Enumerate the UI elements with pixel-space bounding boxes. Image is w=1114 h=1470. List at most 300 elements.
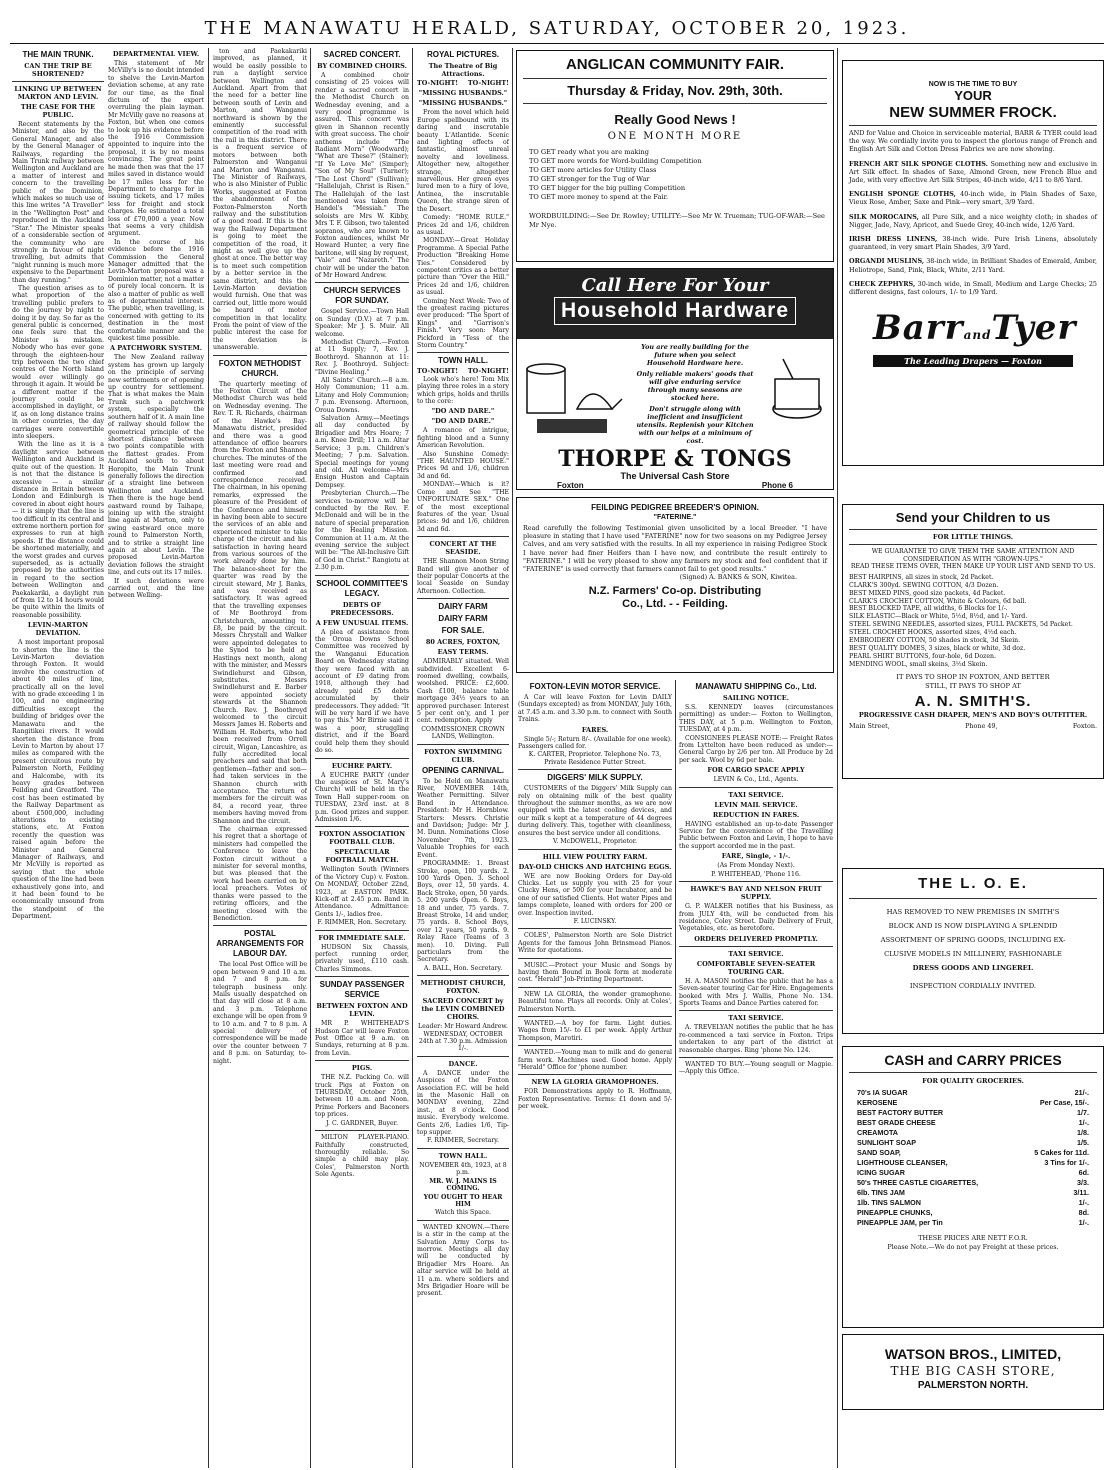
logo-word: and — [963, 328, 992, 343]
loe-line: INSPECTION CORDIALLY INVITED. — [909, 982, 1037, 990]
cash-item-price: 21/-. — [1074, 1088, 1089, 1097]
ad-text: G. P. WALKER notifies that his Business, as from JULY 4th, will be conducted from his residence, Coley Street. Daily Delivery of Fruit, Vegetables, etc. as heretofore. — [679, 903, 833, 933]
fair-line: TO GET more words for Word-building Competition — [529, 157, 702, 165]
watson-name: WATSON BROS., LIMITED, — [884, 1346, 1062, 1362]
fair-month: ONE MONTH MORE — [607, 131, 743, 142]
ad-text: WANTED.—Young man to milk and do general farm work. Machines used. Good home. Apply "Herald" Office for 'phone number. — [518, 1049, 672, 1072]
ad-heading: OPENING CARNIVAL. — [421, 765, 505, 775]
thorpe-tongs-name: THORPE & TONGS — [558, 446, 792, 472]
ad-text: H. A. MASON notifies the public that he has a Seven-seater touring Car for Hire. Engagements booked with Mrs J. Wallis, Phone No. 134. Sports Teams and Dance Parties catered for. — [679, 977, 833, 1007]
article-paragraph: A combined choir consisting of 25 voices will render a sacred concert in the Methodist Church on Wednesday evening, and a very good programme is assured. This concert was given in Shannon recently with great success. The choir anthems include "The Radiant Morn" (Woodward); "What are These?" (Stainer); "If Ye Love Me" (Simper); "Son of My Soul" (Turner); "The Lost Chord" (Sullivan); "Hallelujah, Christ is Risen." The Hallelujah of the last mentioned was taken from Handel's "Messiah." The soloists are Mrs W. Kibby, Mrs T. F. Gibson, two talented sopranos, who are known to Foxton audiences, whilst Mr Howard Hunter, a very fine baritone, will sing by request, "Vale" and "Nazareth." The choir will be under the baton of Mr Howard Andrew. — [315, 72, 409, 279]
ad-heading: DANCE. — [448, 1059, 478, 1068]
article-paragraph: ton and Paekakariki improved, as planned, it would be easily possible to run a daylight service between Wellington and Auckland. Apart from that the need for a better line between south of Levin and Marton, and Wanganui northward is shown by the eminently successful competition of the road with the rail in this district. There is a frequent service of motors between both Palmerston and Wanganui and Marton and Wanganui. The Minister of Railways, who is also Minister of Public Works, suggested at Foxton the abandonment of the Foxton-Palmerston North railway and the substitution of a good road. If this is the way the Railway Department is going to meet the competition of the road, it might as well give up the ghost at once. The better way is to meet such competition by a better service in the same district, and this the Levin-Marton deviation would furnish. One that was carried out, little more would be heard of motor competition in that locality. From the point of view of the public interest the case for the deviation is unanswerable. — [213, 48, 307, 352]
divider — [523, 103, 827, 104]
ad-heading: PIGS. — [351, 1064, 373, 1073]
divider — [523, 78, 827, 79]
ad-subheading: SAILING NOTICE. — [722, 694, 789, 702]
hardware-banner — [517, 269, 833, 339]
column-6-lower — [679, 680, 833, 1468]
cash-carry-ad — [842, 1046, 1104, 1328]
divider — [679, 946, 833, 947]
cash-item — [857, 1118, 1089, 1128]
divider — [518, 958, 672, 959]
ad-signature: F. RIMMER, Hon. Secretary. — [317, 919, 407, 927]
ad-text: A DANCE under the Auspices of the Foxton Association F.C. will be held in the Masonic Hall on MONDAY evening, 22nd inst., at 8 o'clock. Good music. Everybody welcome. Gents 2/6, Ladies 1/6, Tip-top supper. — [417, 1069, 509, 1137]
ad-text: Also Sunshine Comedy: "THE HAUNTED HOUSE." Prices 9d and 1/6, children 3d and 6d. — [417, 450, 509, 480]
ad-signature: F. LUCINSKY. — [573, 917, 617, 925]
ad-text: NEW LA GLORIA, the wonder gramophone. Beautiful tone. Plays all records. Only at Coles', Palmerston North. — [518, 990, 672, 1013]
article-paragraph: Gospel Service.—Town Hall on Sunday (D.V.) at 7 p.m. Speaker: Mr J. S. Muir. All welcome. — [315, 308, 409, 338]
smith-phone: Phone 49, — [965, 721, 998, 730]
ad-heading: FOXTON-LEVIN MOTOR SERVICE. — [529, 682, 661, 691]
divider — [213, 925, 307, 926]
frock-intro: AND for Value and Choice in serviceable material, BARR & TYER could lead the way. We cordially invite you to inspect the glorious range of French and English Art Silk and Cotton Dress Fabrics we are now showing. — [849, 129, 1097, 154]
ad-signature: LEVIN & Co., Ltd., Agents. — [713, 776, 799, 784]
faterine-ad — [516, 497, 834, 673]
frock-pre: NOW IS THE TIME TO BUY — [928, 81, 1018, 88]
ad-heading: TAXI SERVICE. — [728, 949, 784, 958]
cash-item-name: 6lb. TINS JAM — [857, 1188, 905, 1197]
cash-item-price: 3/3. — [1077, 1178, 1089, 1187]
ad-text: THE N.Z. Packing Co. will truck Pigs at Foxton on THURSDAY, October 25th, between 10 a.m. and Noon. Prime Porkers and Baconers top prices. — [315, 1074, 409, 1119]
frock-item-name: IRISH DRESS LINENS, — [849, 235, 938, 244]
hardware-banner-line1: Call Here For Your — [581, 275, 769, 296]
watson-town: PALMERSTON NORTH. — [917, 1380, 1029, 1391]
article-paragraph: Salvation Army.—Meetings all day conducted by Brigadier and Mrs Hoare; 7 a.m. Knee Drill; 11 a.m. Altar Service; 3 p.m. Children's Meeting; 7 p.m. Salvation. Special meetings for young and old. All welcome—Mrs Ensign Huston and Captain Dempsey. — [315, 415, 409, 489]
smith-town: Foxton. — [1072, 721, 1097, 730]
divider — [315, 826, 409, 827]
divider — [315, 282, 409, 283]
masthead-rule — [10, 43, 1104, 44]
hardware-banner-line2: Household Hardware — [554, 297, 796, 325]
barr-tyer-logo — [873, 308, 1077, 367]
cash-title: CASH and CARRY PRICES — [884, 1052, 1062, 1068]
fair-line: TO GET ready what you are making — [529, 148, 649, 156]
column-rule — [512, 48, 513, 1468]
smith-sub: FOR LITTLE THINGS. — [932, 533, 1014, 541]
article-heading: FOXTON METHODIST CHURCH. — [218, 358, 302, 378]
ad-heading: FOR IMMEDIATE SALE. — [318, 933, 406, 942]
article-paragraph: With the line as it is a daylight service between Wellington and Auckland is quite out of the question. It is not that the distance is excessive — a similar distance in Britain between London and Edinburgh is covered in about eight hours — it is simply that the line is too difficult in its central and extreme northern portion for expresses to run at high speeds. If the distance could be shortened materially, and the worst grades and curves superseded, as is actually proposed by the authorities in regard to the section between Wellington and Paekakariki, a daylight run of from 12 to 14 hours would be quite within the limits of reasonable possibility. — [12, 441, 104, 619]
ad-subheading: REDUCTION IN FARES. — [712, 810, 800, 819]
loe-line: BLOCK AND IS NOW DISPLAYING A SPLENDID — [888, 922, 1058, 930]
divider — [315, 758, 409, 759]
divider — [849, 544, 1097, 545]
article-subheading: BY COMBINED CHOIRS. — [317, 62, 407, 70]
ad-subheading: SACRED CONCERT by the LEVIN COMBINED CHOIRS. — [421, 997, 505, 1022]
article-paragraph: If such deviations were carried out, and the line between Welling- — [108, 577, 204, 600]
article-heading: THE MAIN TRUNK. — [22, 50, 94, 59]
loe-ad — [842, 868, 1104, 1034]
divider — [315, 1130, 409, 1131]
ad-subheading: SPECTACULAR FOOTBALL MATCH. — [325, 848, 399, 865]
article-paragraph: In the course of his evidence before the 1916 Commission the General Manager admitted that the Levin-Marton proposal was a Dominion matter, not a matter of purely local concern. It is also a matter of public as well as of departmental interest. The public, when travelling, is concerned with getting to its destination in the most comfortable manner and the quickest time possible. — [108, 238, 204, 343]
cash-item — [857, 1158, 1089, 1168]
ad-text: WANTED KNOWN.—There is a stir in the camp at the Salvation Army Corps to-morrow. Meetings all day will be conducted by Brigadier Mrs Hoare. An altar service will be held at 11 a.m. where soldiers and Mrs Brigadier Hoare will be present. — [417, 1223, 509, 1298]
cash-item — [857, 1108, 1089, 1118]
cash-note: Please Note.—We do not pay Freight at these prices. — [887, 1243, 1059, 1251]
divider — [417, 744, 509, 745]
ad-subheading: ORDERS DELIVERED PROMPTLY. — [694, 934, 818, 943]
frock-item-desc: 38-inch wide. Pure Irish Linens, absolutely guaranteed, in very smart Plain Shades, 3/9 Yard. — [849, 235, 1097, 252]
cash-item-price: 1/8. — [1077, 1128, 1089, 1137]
divider — [849, 898, 1097, 899]
ad-text: COLES', Palmerston North are Sole District Agents for the famous John Brinsmead Pianos. Write for quotations. — [518, 932, 672, 955]
ad-text: ADMIRABLY situated. Well subdivided. Excellent 6-roomed dwelling, cowbails, woolshed. PRICE: £2,600. Cash £100, balance table mortgage 34½ years to an approved purchaser. Interest 5 per cent on'y, and 1 per cent. redemption. Apply — [417, 658, 509, 725]
ad-text: WANTED.—A boy for farm. Light duties. Wages from 15/- to £1 per week. Apply Arthur Thompson, Marotiri. — [518, 1020, 672, 1042]
ad-text: Watch this Space. — [435, 1209, 491, 1217]
divider — [417, 598, 509, 599]
cash-item — [857, 1088, 1089, 1098]
tonight-label: TO-NIGHT! — [417, 79, 459, 87]
ad-text: MR P. WHITEHEAD'S Hudson Car will leave Foxton Post Office at 9 a.m. on Sundays, returning at 8 p.m. from Levin. — [315, 1020, 409, 1057]
thorpe-tongs-location: Foxton — [557, 481, 584, 490]
divider — [315, 976, 409, 977]
smith-item: SILK ELASTIC—Black or White, 5½d, 8½d, and 1/- Yard. — [849, 613, 1028, 621]
article-heading: CHURCH SERVICES FOR SUNDAY. — [323, 286, 401, 306]
tonight-label: TO-NIGHT! — [467, 367, 509, 376]
frock-item-desc: all Pure Silk, and a nice weighty cloth; in shades of Nigger, Jade, Navy, Apricot, and Suede Grey, 40-inch wide, 12/6 Yard. — [849, 212, 1097, 229]
smith-item-list — [849, 574, 1097, 669]
smith-footer: STILL, IT PAYS TO SHOP AT — [925, 681, 1021, 690]
ad-heading: DIGGERS' MILK SUPPLY. — [547, 773, 643, 783]
cash-item-name: 50's THREE CASTLE CIGARETTES, — [857, 1178, 979, 1187]
divider — [417, 1148, 509, 1149]
article-paragraph: All Saints' Church.—8 a.m. Holy Communion; 11 a.m. Litany and Holy Communion; 7 p.m. Evensong. Afternoon, Oroua Downs. — [315, 377, 409, 414]
ad-subheading: 80 ACRES, FOXTON, — [425, 638, 501, 647]
tonight-row — [417, 80, 509, 87]
ad-text: A romance of intrigue, fighting blood and a Sunny American Revolution. — [417, 427, 509, 450]
cash-item-name: SUNLIGHT SOAP — [857, 1138, 917, 1147]
cash-item-price: 3 Tins for 1/-. — [1044, 1158, 1089, 1167]
ad-text: Leader: Mr Howard Andrew. WEDNESDAY, OCTOBER 24th at 7.30 p.m. Admission 1/-. — [418, 1023, 508, 1053]
fair-title: ANGLICAN COMMUNITY FAIR. — [565, 56, 785, 73]
summer-frock-ad — [842, 60, 1104, 466]
frock-item-desc: Something new and exclusive in Art Silk effect. In shades of Saxe, Almond Green, new French Blue and Jade, with very effective Art Silk Stripes, 40-inch wide, 4/11 to 8/6 Yard. — [849, 159, 1098, 185]
smith-street: Main Street, — [849, 721, 890, 730]
divider — [417, 536, 509, 537]
divider — [679, 881, 833, 882]
smith-item: BEST QUALITY DOMES, 3 sizes, black or white, 3d doz. — [849, 644, 1026, 652]
frock-your: YOUR — [954, 88, 992, 103]
ad-text: HAVING established an up-to-date Passenger Service for the convenience of the Travelling Public between Foxton and Levin, I hope to have the support accorded me in the past. — [679, 820, 833, 850]
ad-text: Look who's here! Tom Mix playing three roles in a story which grips, holds and thrills to the core: — [417, 375, 509, 406]
smith-item: BEST BLOCKED TAPE, all widths, 6 Blocks for 1/-. — [849, 605, 1008, 613]
cash-item-name: SAND SOAP, — [857, 1148, 901, 1157]
ad-signature: P. WHITEHEAD, 'Phone 116. — [711, 870, 801, 878]
ad-heading: TOWN HALL. — [437, 356, 489, 366]
divider — [518, 987, 672, 988]
ad-text: FOR Demonstrations apply to R. Hoffmann, Foxton Representative. Terms: £1 down and 5/- per week. — [518, 1088, 672, 1111]
article-subheading: A FEW UNUSUAL ITEMS. — [315, 618, 409, 627]
ad-heading: TAXI SERVICE. — [728, 790, 784, 799]
cash-item-name: BEST FACTORY BUTTER — [857, 1108, 944, 1117]
divider — [315, 930, 409, 931]
divider — [417, 975, 509, 976]
cash-item — [857, 1128, 1089, 1138]
divider — [518, 769, 672, 770]
ad-text: Comedy: "HOME RULE." Prices 2d and 1/6, children as usual. — [417, 214, 509, 236]
ad-signature: J. C. GARDNER, Buyer. — [326, 1119, 398, 1127]
fair-footer: WORDBUILDING:—See Dr. Rowley; UTILITY:—See Mr W. Trueman; TUG-OF-WAR:—See Mr Nye. — [529, 212, 825, 229]
ad-text: PROGRAMME: 1. Breast Stroke, open, 100 yards. 2. 100 Yards Open. 3. School Boys, over 12, 50 yards. 4. Back Stroke, open, 50 yards. 5. 200 yards Open. 6. Boys, 18 and under, 75 yards. 7. Breast Stroke, 14 and under, 75 yards. 8. School Boys, over 12 years, 50 yards. 9. Relay Race (Teams of 3 men). 10. Diving. Full particulars from the Secretary. — [417, 860, 509, 964]
ad-subheading: COMFORTABLE SEVEN-SEATER TOURING CAR. — [696, 959, 816, 976]
watson-bros-ad — [842, 1334, 1104, 1410]
faterine-signature: (Signed) A. BANKS & SON, Kiwitea. — [679, 573, 797, 582]
ad-heading: EUCHRE PARTY. — [331, 761, 393, 770]
cash-item-price: Per Case, 15/-. — [1039, 1098, 1089, 1107]
fair-line: TO GET more money to spend at the Fair. — [529, 193, 669, 201]
cash-item-name: LIGHTHOUSE CLEANSER, — [857, 1158, 948, 1167]
article-paragraph: The New Zealand railway system has grown up largely on the principle of serving new settlements or of opening up country for settlement. That is what makes the Main Trunk such a patchwork system, especially the southern half of it. A main line of railway should follow the geometrical principle of the shortest distance between two points compatible with the flattest grades. From Auckland south to about Horopito, the Main Trunk generally follows the direction of a straight line between Wellington and Auckland. Then there is the huge bend eastward round by Taihape, joining up with the straight line again at Marton, only to swing eastward once more round to Palmerston North, and to strike a straight line again at about Levin. The proposed Levin-Marton deviation follows the straight line, and cuts out its 17 miles. — [108, 354, 204, 577]
fair-news: Really Good News ! — [614, 112, 736, 127]
frock-item-name: SILK MOROCAINS, — [849, 212, 919, 221]
cash-item-name: ICING SUGAR — [857, 1168, 905, 1177]
cash-item — [857, 1098, 1089, 1108]
column-rule — [310, 48, 311, 1468]
smith-desc: PROGRESSIVE CASH DRAPER, MEN'S AND BOY'S OUTFITTER. — [858, 710, 1088, 719]
divider — [849, 529, 1097, 530]
ad-text: From the novel which held Europe spellbound with its daring and inscrutable beauty L'Atlantide. Scenic and lighting effects of fantastic, almost unreal novelty and loveliness. Altogether new, altogether strange, altogether marvellous. Her green eyes lured men to a fury of love, Antinea, the inscrutable Queen, the strange siren of the Desert. — [417, 109, 509, 213]
article-heading: SACRED CONCERT. — [323, 50, 401, 59]
cash-item — [857, 1138, 1089, 1148]
smith-item: CLARK'S 300yd. SEWING COTTON, 4/3 Dozen. — [849, 581, 999, 589]
ad-heading: TAXI SERVICE. — [728, 1014, 784, 1023]
tonight-label: TO-NIGHT! — [417, 367, 459, 376]
loe-line: CLUSIVE MODELS IN MILLINERY, FASHIONABLE — [884, 950, 1062, 958]
column-1-left — [12, 48, 104, 1466]
ad-signature: K. CARTER, Proprietor. Telephone No. 73, Private Residence Futter Street. — [528, 751, 662, 766]
faterine-title: FEILDING PEDIGREE BREEDER'S OPINION. — [591, 503, 759, 512]
ad-subheading: DAY-OLD CHICKS AND HATCHING EGGS. — [518, 862, 672, 871]
ad-text: MUSIC.—Protect your Music and Songs by having them Bound in Book form at moderate cost. "Herald" Job-Printing Department. — [518, 961, 672, 984]
article-paragraph: The quarterly meeting of the Foxton Circuit of the Methodist Church was held on Wednesday evening. The Rev. T. R. Richards, chairman of the Hawke's Bay-Manawatu district, presided and there was a good attendance of office bearers from the Foxton and Shannon churches. The minutes of the last meeting were read and confirmed and correspondence received. The chairman, in his opening remarks, expressed the pleasure of the President of the Conference and himself in having been able to secure the services of an able and experienced minister to take charge of the circuit and his satisfaction in having heard from various sources of the work already done by him. The balance-sheet for the quarter was read by the circuit steward, Mr J. Banks, and was received as satisfactory. It was agreed that the travelling expenses of Mr Boothroyd from Christchurch, amounting to £8, be paid by the circuit. Messrs Chrystall and Walker were appointed delegates to the Synod to be held at Hastings next month, along with the minister, and Messrs Swindlehurst and Gibson, substitutes. Messrs Swindlehurst and E. Barber were appointed society stewards at the Shannon Church. Rev. J. Boothroyd welcomed to the circuit Messrs James H. Roberts and William H. Roberts, who had been received from Orrell circuit, Wigan, Lancashire, as fully accredited local preachers and said that both gentlemen—father and son—had taken services in the Shannon church with acceptance. The return of members for the circuit was 84, a record year, three members having moved from Shannon and the circuit. — [213, 380, 307, 825]
tonight-row — [417, 368, 509, 375]
anglican-fair-ad — [516, 50, 834, 262]
article-subheading: A PATCHWORK SYSTEM. — [109, 344, 203, 353]
frock-item-name: FRENCH ART SILK SPONGE CLOTHS. — [849, 159, 988, 168]
smith-item: EMBROIDERY COTTON, 50 shades in stock, 3d Skein. — [849, 637, 1021, 645]
ad-text: YOU OUGHT TO HEAR HIM — [423, 1193, 503, 1208]
frock-item-name: ORGANDI MUSLINS, — [849, 257, 925, 266]
ad-subheading: FARES. — [581, 725, 609, 734]
watson-store: THE BIG CASH STORE, — [890, 1364, 1056, 1378]
smith-ad — [842, 504, 1104, 779]
ad-heading: MANAWATU SHIPPING Co., Ltd. — [695, 682, 817, 691]
loe-title: THE L. O. E. — [918, 875, 1028, 892]
article-heading: POSTAL ARRANGEMENTS FOR LABOUR DAY. — [216, 929, 304, 959]
column-rule — [412, 48, 413, 1468]
logo-word: Barr — [873, 308, 964, 349]
article-paragraph: The question arises as to what proportion of the travelling public prefers to do the journey by night to doing it by day. So far as the general public is concerned, one feels sure that the Minister is mistaken. Nobody who has ever gone through the eighteen-hour trip between the two chief centres of the North Island would ever willingly go through it again. It would be a different matter if the journey could be accomplished in daylight, or if, as on long distance trains in other countries, the day carriages were convertible into sleepers. — [12, 284, 104, 441]
cash-item-name: 1lb. TINS SALMON — [857, 1198, 921, 1207]
fair-line: TO GET more articles for Utility Class — [529, 166, 657, 174]
ad-heading: SUNDAY PASSENGER SERVICE — [319, 980, 405, 1000]
ad-text: NOVEMBER 4th, 1923, at 8 p.m. — [419, 1161, 507, 1177]
article-paragraph: A most important proposal to shorten the line is the Levin-Marton deviation through Foxton. It would involve the construction of about 40 miles of line, practically all on the level with no grade exceeding 1 in 100, and no engineering difficulties except the building of bridges over the Manawatu and the Rangitikei rivers. It would shorten the distance from Levin to Marton by about 17 miles as compared with the present circuitous route by Palmerston North, Feilding and Halcombe, with its heavy grades between Feilding and Greatford. The cost has been estimated by the Railway Department as about £500,000, including alterations to existing stations, etc. At Foxton recently the question was raised again before the Minister and General Manager of Railways, and Mr McVilly is reported as saying that the whole question of the line had been exhaustively gone into, and it had been found to be economically unsound from the standpoint of the Department. — [12, 639, 104, 921]
article-paragraph: The chairman expressed his regret that a shortage of ministers had compelled the Conference to leave the Foxton circuit without a minister for several months, but was pleased that the work had been carried on by local preachers. Votes of thanks were passed to the retiring officers, and the meeting closed with the Benediction. — [213, 826, 307, 922]
ad-subheading: FOR CARGO SPACE APPLY — [707, 766, 805, 775]
ad-text: A Car will leave Foxton for Levin DAILY (Sundays excepted) as from MONDAY, July 16th, at 7.45 a.m. and 3.30 p.m. to connect with South Trains. — [518, 694, 672, 724]
cash-item-name: PINEAPPLE JAM, per Tin — [857, 1218, 943, 1227]
divider — [518, 928, 672, 929]
article-paragraph: A plea of assistance from the Oroua Downs School Committee was received by the Wanganui Education Board on Wednesday stating they were faced with an account of £9 dating from 1918, although they had already paid £5 debts accumulated by their predecessors. They added: "It will be very hard if we have to pay this." Mr Birnie said it was a poor, struggling district, and if the Board could help them they should do so. — [315, 628, 409, 755]
smith-item: CLARK'S CROCHET COTTON, White & Colours, 6d ball. — [849, 597, 1027, 605]
article-subheading: DEPARTMENTAL VIEW. — [112, 50, 200, 58]
hardware-text: Only reliable makers' goods that will give enduring service through many seasons are stocked here. — [636, 370, 754, 402]
cash-item-price: 8d. — [1078, 1208, 1089, 1217]
column-rule — [675, 680, 676, 1468]
smith-item: STEEL SEWING NEEDLES, assorted sizes, FULL PACKETS, 5d Packet. — [849, 621, 1073, 629]
smith-intro2: READ THESE ITEMS OVER, THEN MAKE UP YOUR LIST AND SEND TO US. — [850, 563, 1096, 571]
cash-sub: FOR QUALITY GROCERIES. — [922, 1077, 1024, 1085]
cash-item-price: 1/5. — [1077, 1138, 1089, 1147]
smith-name: A. N. SMITH'S. — [914, 692, 1032, 710]
ad-text: A EUCHRE PARTY (under the auspices of St. Mary's Church) will be held in the Town Hall supper-room on TUESDAY, 23rd inst. at 8 p.m. Good prizes and supper. Admission 1/6. — [315, 771, 409, 823]
film-title: "DO AND DARE." — [431, 407, 495, 416]
article-paragraph: The local Post Office will be open between 9 and 10 a.m. and 7 and 8 p.m. for telegraph business only. Mails usually despatched on that day will close at 8 a.m. and 3 p.m. Telephone exchange will be open from 9 to 10 a.m. and 7 to 8 p.m. A special delivery of correspondence will be made over the counter between 7 and 8 p.m. on Saturday, to-night. — [213, 961, 307, 1065]
utensils-illustration — [517, 339, 627, 447]
ad-subheading: FARE, Single, - 1/-. — [721, 852, 791, 861]
cash-item-name: 70's IA SUGAR — [857, 1088, 908, 1097]
column-rule — [208, 48, 209, 1468]
cash-item — [857, 1208, 1089, 1218]
article-paragraph: Recent statements by the Minister, and also by the General Manager, and also by the General Manager of Railways, regarding the Main Trunk railway between Wellington and Auckland are a matter of interest and concern to the travelling public of the Dominion, which makes so much use of this line writes "A Traveller" in the "Wellington Post" and reproduced in the Auckland "Star." The Minister speaks of a considerable section of the community who are strongly in favour of night travelling, but admits that "night running is much more expensive to the Department than day running." — [12, 121, 104, 284]
article-subheading: THE CASE FOR THE PUBLIC. — [20, 103, 96, 119]
frock-item-desc: 30-inch wide, in Small, Medium and Large Checks; 25 different designs, fast colours, 1/- to 1/9 Yard. — [849, 279, 1097, 297]
tonight-label: TO-NIGHT! — [467, 79, 509, 87]
divider — [213, 355, 307, 356]
divider — [417, 1220, 509, 1221]
hardware-ad — [516, 268, 834, 490]
smith-intro: WE GUARANTEE TO GIVE THEM THE SAME ATTENTION AND CONSIDERATION AS WITH "GROWN-UPS." — [871, 548, 1075, 563]
ad-heading: TOWN HALL. — [438, 1151, 488, 1160]
film-title: "DO AND DARE." — [431, 417, 495, 426]
ad-text: S.S. KENNEDY leaves (circumstances permitting) as under:— Foxton to Wellington, THIS DAY, at 5 p.m. Wellington to Foxton, TUESDAY, at 4 p.m. — [679, 704, 833, 734]
logo-word: Tyer — [991, 308, 1077, 349]
cash-item — [857, 1178, 1089, 1188]
ad-signature: A. BALL, Hon. Secretary. — [423, 964, 503, 972]
ad-subheading: BETWEEN FOXTON AND LEVIN. — [316, 1002, 408, 1019]
frock-title: NEW SUMMER FROCK. — [889, 104, 1057, 121]
hardware-text: You are really building for the future when you select Household Hardware here. — [641, 343, 749, 367]
smith-item: STEEL CROCHET HOOKS, assorted sizes, 4½d each. — [849, 629, 1017, 637]
logo-banner: The Leading Drapers — Foxton — [873, 355, 1073, 367]
column-4 — [417, 48, 509, 1466]
hardware-text: Don't struggle along with inefficient and insufficient utensils. Replenish your Kitchen with our helps at a minimum of cost. — [636, 405, 754, 445]
ad-text: THE Shannon Moon String Band will give another of their popular Concerts at the local Seaside on Sunday Afternoon. Collection. — [417, 558, 509, 595]
farmers-coop-location: Co., Ltd. - - Feilding. — [622, 598, 728, 611]
cash-note: THESE PRICES ARE NETT F.O.R. — [918, 1234, 1028, 1242]
fair-line: TO GET stronger for the Tug of War — [529, 175, 650, 183]
masthead: THE MANAWATU HERALD, SATURDAY, OCTOBER 20, 1923. — [204, 18, 910, 39]
loe-line: HAS REMOVED TO NEW PREMISES IN SMITH'S — [886, 908, 1060, 916]
divider — [679, 1010, 833, 1011]
ad-subheading: EASY TERMS. — [437, 648, 489, 657]
fair-line: TO GET bigger for the big pulling Competition — [529, 184, 686, 192]
ad-heading: METHODIST CHURCH, FOXTON. — [420, 979, 506, 996]
cash-item — [857, 1198, 1089, 1208]
ad-heading: CONCERT AT THE SEASIDE. — [429, 540, 497, 557]
smith-item: BEST MIXED PINS, good size packets, 4d Packet. — [849, 589, 1006, 597]
ad-text: CUSTOMERS of the Diggers' Milk Supply can rely on obtaining milk of the best quality throughout the summer months, as we are now equipped with the latest cooling devices, and our milk s kept at a temperature of 44 degrees during delivery. This, together with cleanliness, ensures the best service under all conditions. — [518, 785, 672, 837]
smith-footer: IT PAYS TO SHOP IN FOXTON, AND BETTER — [896, 672, 1050, 681]
cash-item-name: KEROSENE — [857, 1098, 898, 1107]
ad-text: WE are now Booking Orders for Day-old Chicks. Let us supply you with 25 for your Clucky Hens, or 500 for your Incubator, and be one of our satisfied Clients. Hot water Pipes and lamps complete, leaned with orders for 200 or over. Inspection invited. — [518, 872, 672, 917]
smith-item: PEARL SHIRT BUTTONS, four-hole, 6d Dozen. — [849, 652, 996, 660]
cash-item-price: 3/11. — [1073, 1188, 1089, 1197]
divider — [679, 787, 833, 788]
ad-text: MONDAY:—Great Holiday Programme. A Special Pathe Production "Breaking Home Ties." Considered by competent critics as a better picture than "Over the Hill." Prices 2d and 1/6, children as usual. — [417, 237, 509, 297]
ad-text: Coming Next Week: Two of the greatest racing pictures ever produced: "The Sport of Kings" and "Garrison's Finish." Very soon: Mary Pickford in "Tess of the Storm Country." — [417, 297, 509, 349]
pan-illustration — [763, 339, 833, 447]
column-2 — [213, 48, 307, 1466]
divider — [518, 1074, 672, 1075]
ad-subheading: The Theatre of Big Attractions. — [428, 62, 498, 78]
column-rule — [837, 48, 838, 1468]
divider — [849, 1072, 1097, 1073]
ad-text: Wellington South (Winners of the Victory Cup) v. Foxton. On MONDAY, October 22nd, 1923, at EASTON PARK. Kick-off at 2.45 p.m. Band in Attendance. Admittance: Gents 1/-, ladies free. — [315, 866, 409, 918]
ad-text: To be Held on Manawatu River, NOVEMBER 14th, Weather Permitting. Silver Band in Attendance. President: Mr H. Hornblow. Starters: Messrs. Christie and Davidson; Judge: Mr J. M. Dunn. Nominations Close November 7th, 1923. Valuable Trophies for each Event. — [417, 777, 509, 859]
ad-text: MILTON PLAYER-PIANO. Faithfully constructed, thoroughly reliable. So simple a child may play. Coles', Palmerston North Sole Agents. — [315, 1134, 409, 1179]
cash-item-price: 6d. — [1078, 1168, 1089, 1177]
ad-signature: V. McDOWELL, Proprietor. — [552, 838, 638, 846]
smith-title: Send your Children to us — [895, 510, 1051, 525]
cash-item-price: 5 Cakes for 11d. — [1034, 1148, 1089, 1157]
ad-heading: FOXTON ASSOCIATION FOOTBALL CLUB. — [318, 830, 406, 847]
fair-dates: Thursday & Friday, Nov. 29th, 30th. — [567, 83, 783, 98]
ad-signature: F. RIMMER, Secretary. — [427, 1137, 499, 1145]
cash-item-price: 1/-. — [1078, 1198, 1089, 1207]
article-subheading: LEVIN-MARTON DEVIATION. — [27, 621, 89, 638]
divider — [12, 81, 104, 82]
loe-line: ASSORTMENT OF SPRING GOODS, INCLUDING EX- — [880, 936, 1066, 944]
ad-subheading: LEVIN MAIL SERVICE. — [714, 800, 798, 809]
loe-line: DRESS GOODS AND LINGEREI. — [912, 964, 1034, 972]
cash-item-name: BEST GRADE CHEESE — [857, 1118, 936, 1127]
divider — [315, 575, 409, 576]
article-paragraph: Presbyterian Church.—The services to-morrow will be conducted by the Rev. F. McDonald and will be in the nature of special preparation for the Healing Mission. Communion at 11 a.m. At the evening service the subject will be: "The All-Inclusive Gift of God in Christ." Rangiotu at 2.30 p.m. — [315, 490, 409, 572]
divider — [315, 1060, 409, 1061]
thorpe-tongs-phone: Phone 6 — [761, 481, 793, 490]
ad-text: MONDAY:—Which is it? Come and See "THE UNFORTUNATE SEX." One of the most exceptional features of the year. Usual prices: 9d and 1/6, children 3d and 6d. — [417, 481, 509, 533]
frock-item-desc: 38-inch wide, in Brilliant Shades of Emerald, Amber, Heliotrope, Sand, Pink, Black, White, 2/11 Yard. — [849, 257, 1097, 274]
ad-text: Single 5/-; Return 8/-. (Available for one week). Passengers called for. — [518, 735, 672, 751]
divider — [518, 849, 672, 850]
divider — [849, 125, 1097, 126]
ad-heading: ROYAL PICTURES. — [426, 50, 499, 59]
ad-text: CONSIGNEES PLEASE NOTE:— Freight Rates from Lyttelton have been reduced as under:— General Cargo by 2/6 per ton. All Produce by 2d per sack. Wool by 6d per bale. — [679, 734, 833, 764]
smith-item: BEST HAIRPINS, all sizes in stock, 2d Packet. — [849, 573, 994, 581]
cash-item-name: CREAMOTA — [857, 1128, 898, 1137]
farmers-coop-name: N.Z. Farmers' Co-op. Distributing — [588, 585, 762, 598]
divider — [518, 1045, 672, 1046]
ad-text: (As From Monday Next). — [717, 862, 795, 870]
smith-item: MENDING WOOL, small skeins, 3½d Skein. — [849, 660, 988, 668]
cash-item — [857, 1218, 1089, 1228]
ad-heading: HAWKE'S BAY AND NELSON FRUIT SUPPLY. — [690, 885, 822, 902]
divider — [417, 352, 509, 353]
article-subheading: CAN THE TRIP BE SHORTENED? — [24, 62, 92, 78]
cash-item — [857, 1188, 1089, 1198]
article-subheading: DEBTS OF PREDECESSORS. — [330, 600, 394, 617]
film-title: "MISSING HUSBANDS." — [418, 89, 508, 98]
cash-item — [857, 1148, 1089, 1158]
frock-item-desc: 40-inch wide, in Plain Shades of Saxe, Vieux Rose, Amber, Saxe and Pink—very smart, 3/9 Yard. — [849, 190, 1097, 207]
article-paragraph: Methodist Church.—Foxton at 11 Supply; 7, Rev. J. Boothroyd. Shannon at 11: Rev. J. Boothroyd. Subject: "Divine Healing." — [315, 339, 409, 376]
article-paragraph: This statement of Mr McVilly's is no doubt intended to shelve the Levin-Marton deviation scheme, at any rate for our time, as the final dictum of the expert overruling the plain layman. Mr McVilly gave no reasons at Foxton, but when one comes to look up his evidence before the 1916 Commission appointed to inquire into the proposal, it is by no means convincing. The great point he made then was that the 17 miles saved in distance would be 17 miles less for the Department to charge for in issuing tickets, and 17 miles less for freight and stock charges. He estimated a total loss of £70,000 a year. Now that seems a very childish argument. — [108, 60, 204, 238]
divider — [679, 1057, 833, 1058]
